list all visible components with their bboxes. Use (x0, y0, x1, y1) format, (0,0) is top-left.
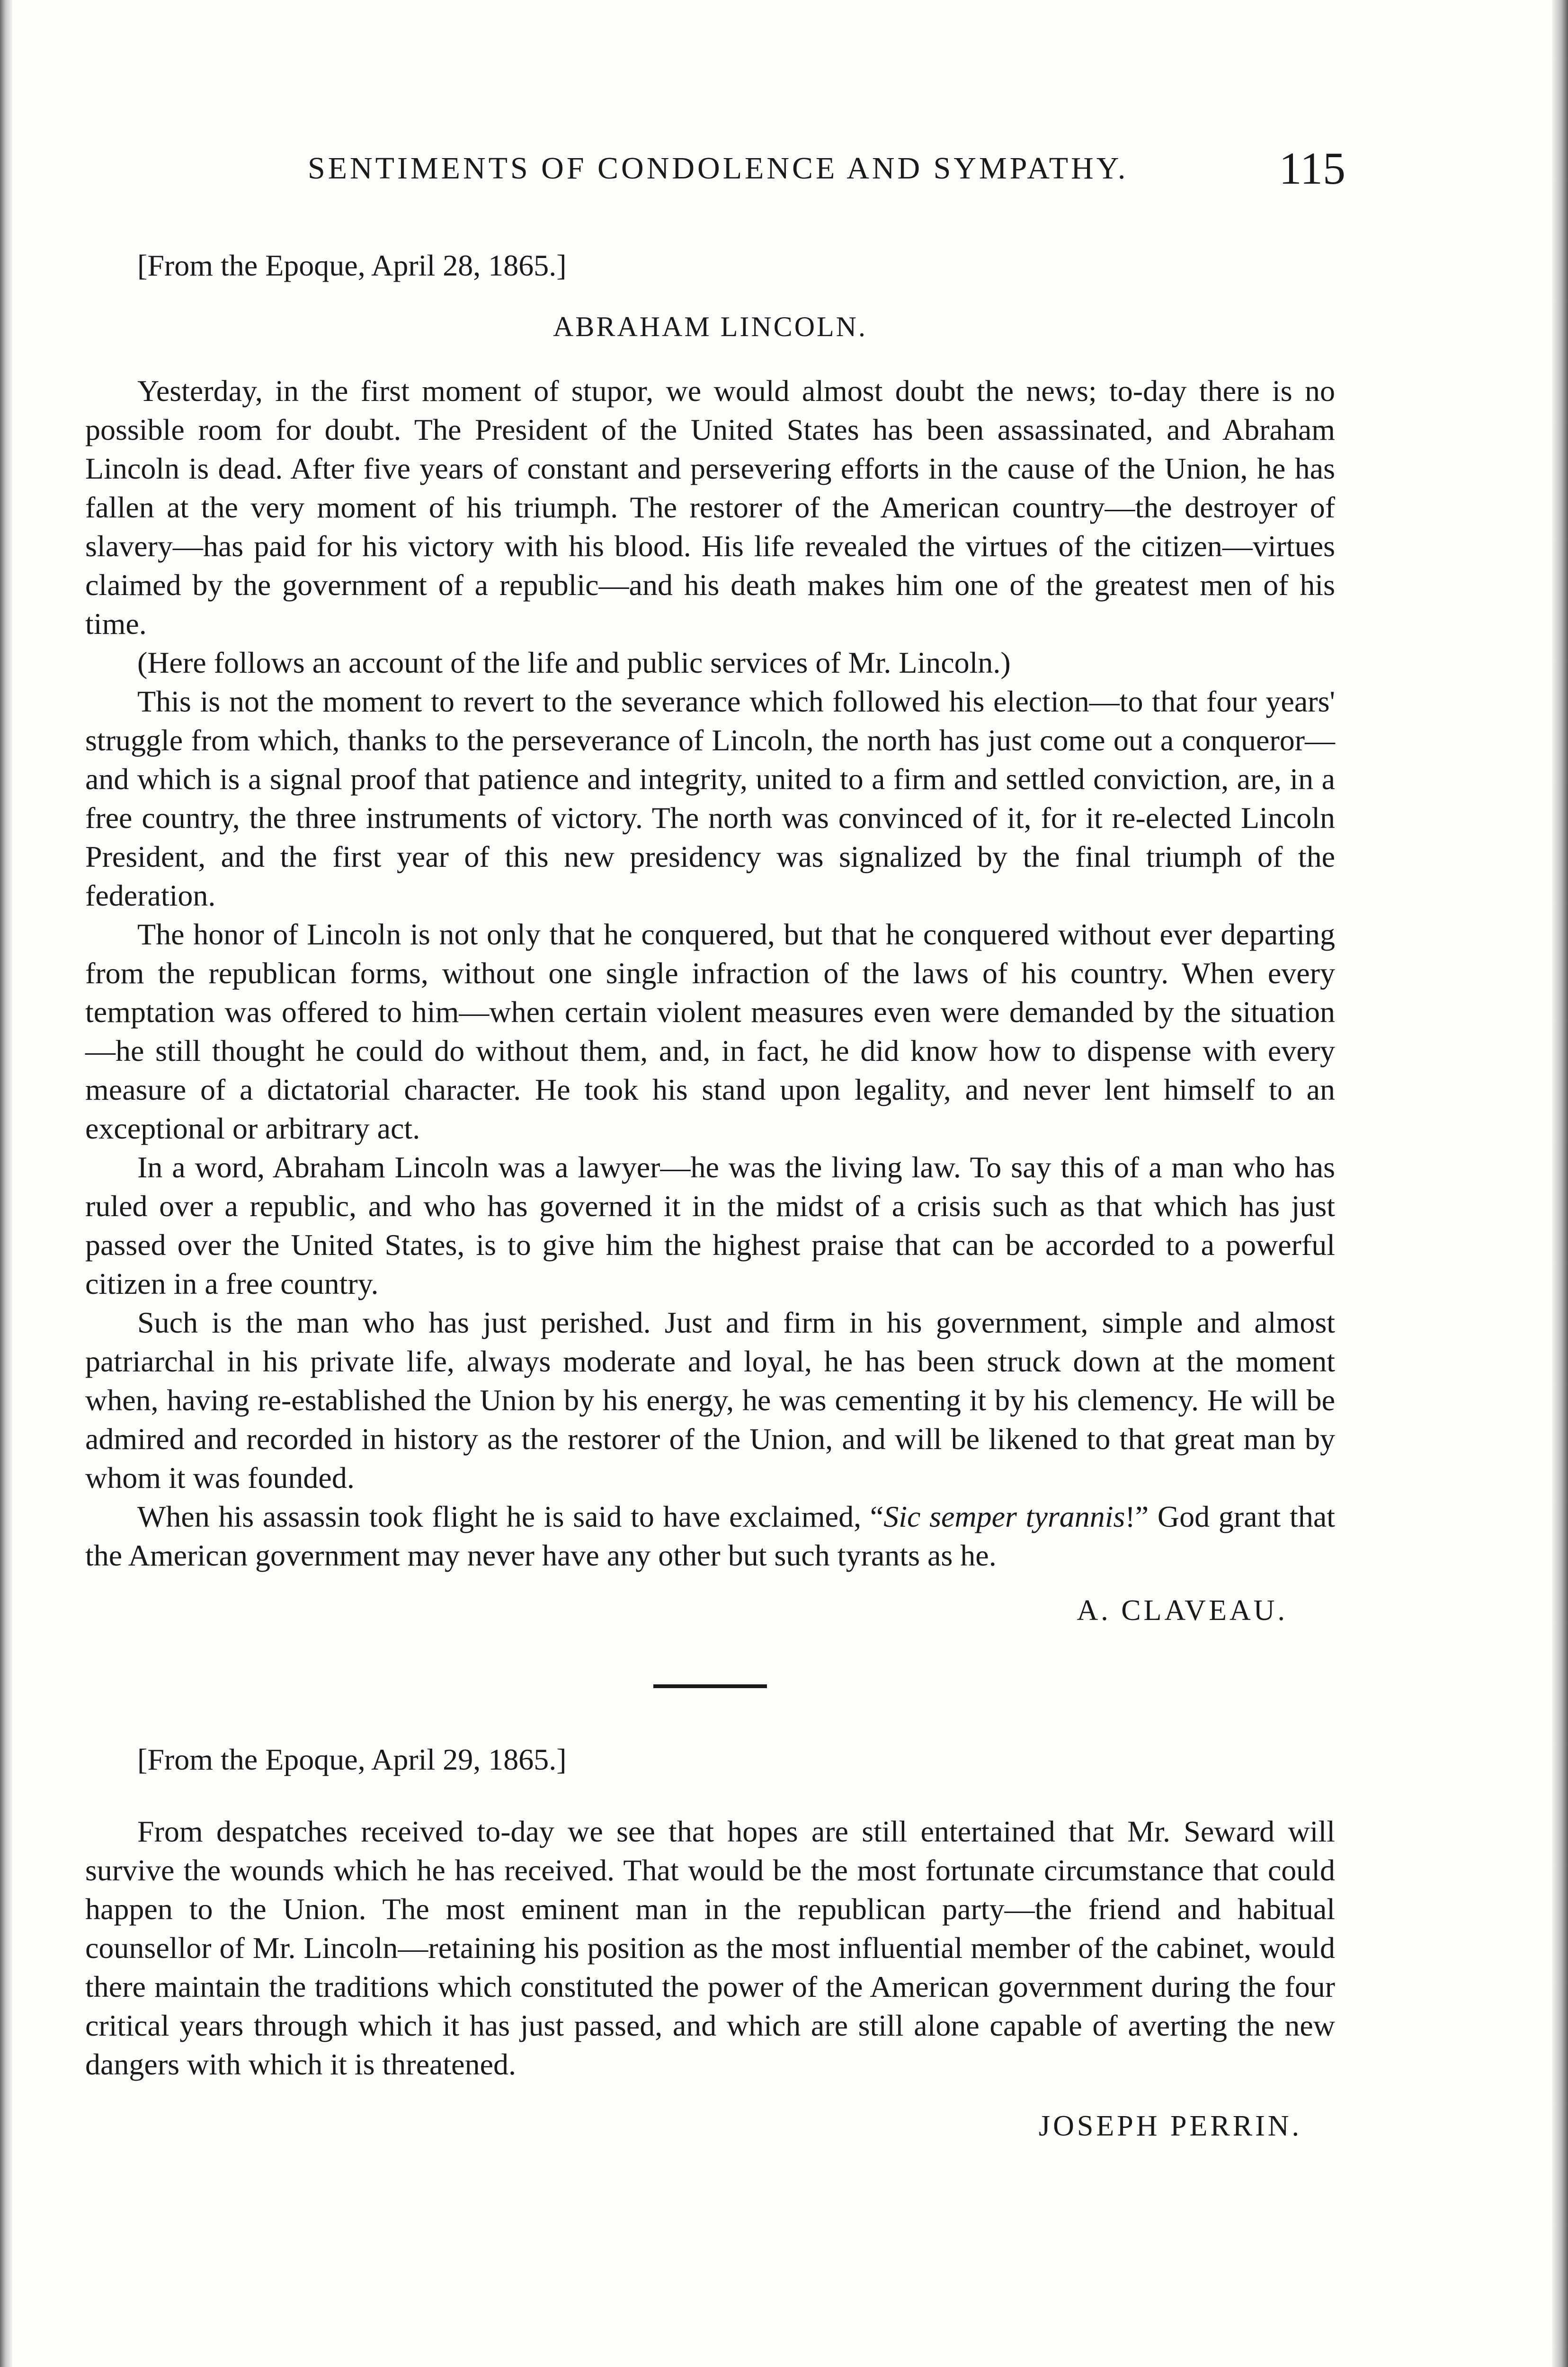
article-abraham-lincoln (85, 246, 1335, 1628)
binding-edge-left (0, 0, 12, 2367)
latin-quote: Sic semper tyrannis (883, 1500, 1125, 1533)
section-divider (653, 1684, 767, 1688)
running-head-title: SENTIMENTS OF CONDOLENCE AND SYMPATHY. (308, 151, 1129, 186)
paragraph: Such is the man who has just perished. Just and firm in his government, simple and almost patriarchal in his private life, always moderate and loyal, he has been struck down at the moment when, having re-established the Union by his energy, he was cementing it by his clemency. He will be admired and recorded in history as the restorer of the Union, and will be likened to that great man by whom it was founded. (85, 1306, 1335, 1495)
paragraph: Yesterday, in the first moment of stupor, we would almost doubt the news; to-day there is no possible room for doubt. The President of the United States has been assassinated, and Abraham Lincoln is dead. After five years of constant and persevering efforts in the cause of the Union, he has fallen at the very moment of his triumph. The restorer of the American country—the destroyer of slavery—has paid for his victory with his blood. His life revealed the virtues of the citizen—virtues claimed by the government of a republic—and his death makes him one of the greatest men of his time. (85, 374, 1335, 641)
author-signature: JOSEPH PERRIN. (1039, 2110, 1302, 2142)
paragraph: This is not the moment to revert to the severance which followed his election—to that four years' struggle from which, thanks to the perseverance of Lincoln, the north has just come out a conqueror—and which is a signal proof that patience and integrity, united to a firm and settled conviction, are, in a free country, the three instruments of victory. The north was convinced of it, for it re-elected Lincoln President, and the first year of this new presidency was signalized by the final triumph of the federation. (85, 685, 1335, 912)
paragraph-parenthetical: (Here follows an account of the life and public services of Mr. Lincoln.) (137, 646, 1011, 679)
running-head (85, 142, 1345, 199)
page-number: 115 (1279, 143, 1345, 194)
text-run: !” God grant that the American government may never have any other but such tyrants as he. (85, 1500, 1336, 1572)
page-content (85, 142, 1345, 2143)
author-signature: A. CLAVEAU. (1077, 1594, 1288, 1627)
text-run: When his assassin took flight he is said to have exclaimed, “ (137, 1500, 884, 1533)
article-seward (85, 1740, 1335, 2143)
paragraph: The honor of Lincoln is not only that he conquered, but that he conquered without ever departing from the republican forms, without one single infraction of the laws of his country. When every temptation was offered to him—when certain violent measures even were demanded by the situation—he still thought he could do without them, and, in fact, he did know how to dispense with every measure of a dictatorial character. He took his stand upon legality, and never lent himself to an exceptional or arbitrary act. (85, 917, 1335, 1145)
article-title: ABRAHAM LINCOLN. (553, 311, 867, 342)
paragraph-last (85, 1497, 1335, 1575)
paragraph: In a word, Abraham Lincoln was a lawyer—he was the living law. To say this of a man who has ruled over a republic, and who has governed it in the midst of a crisis such as that which has just passed over the United States, is to give him the highest praise that can be accorded to a powerful citizen in a free country. (85, 1150, 1335, 1300)
article-source-line: [From the Epoque, April 28, 1865.] (137, 249, 567, 282)
binding-edge-right (1552, 0, 1568, 2367)
paragraph: From despatches received to-day we see that hopes are still entertained that Mr. Seward will survive the wounds which he has received. That would be the most fortunate circumstance that could happen to the Union. The most eminent man in the republican party—the friend and habitual counsellor of Mr. Lincoln—retaining his position as the most influential member of the cabinet, would there maintain the traditions which constituted the power of the American government during the four critical years through which it has just passed, and which are still alone capable of averting the new dangers with which it is threatened. (85, 1815, 1335, 2081)
article-source-line: [From the Epoque, April 29, 1865.] (137, 1743, 567, 1776)
